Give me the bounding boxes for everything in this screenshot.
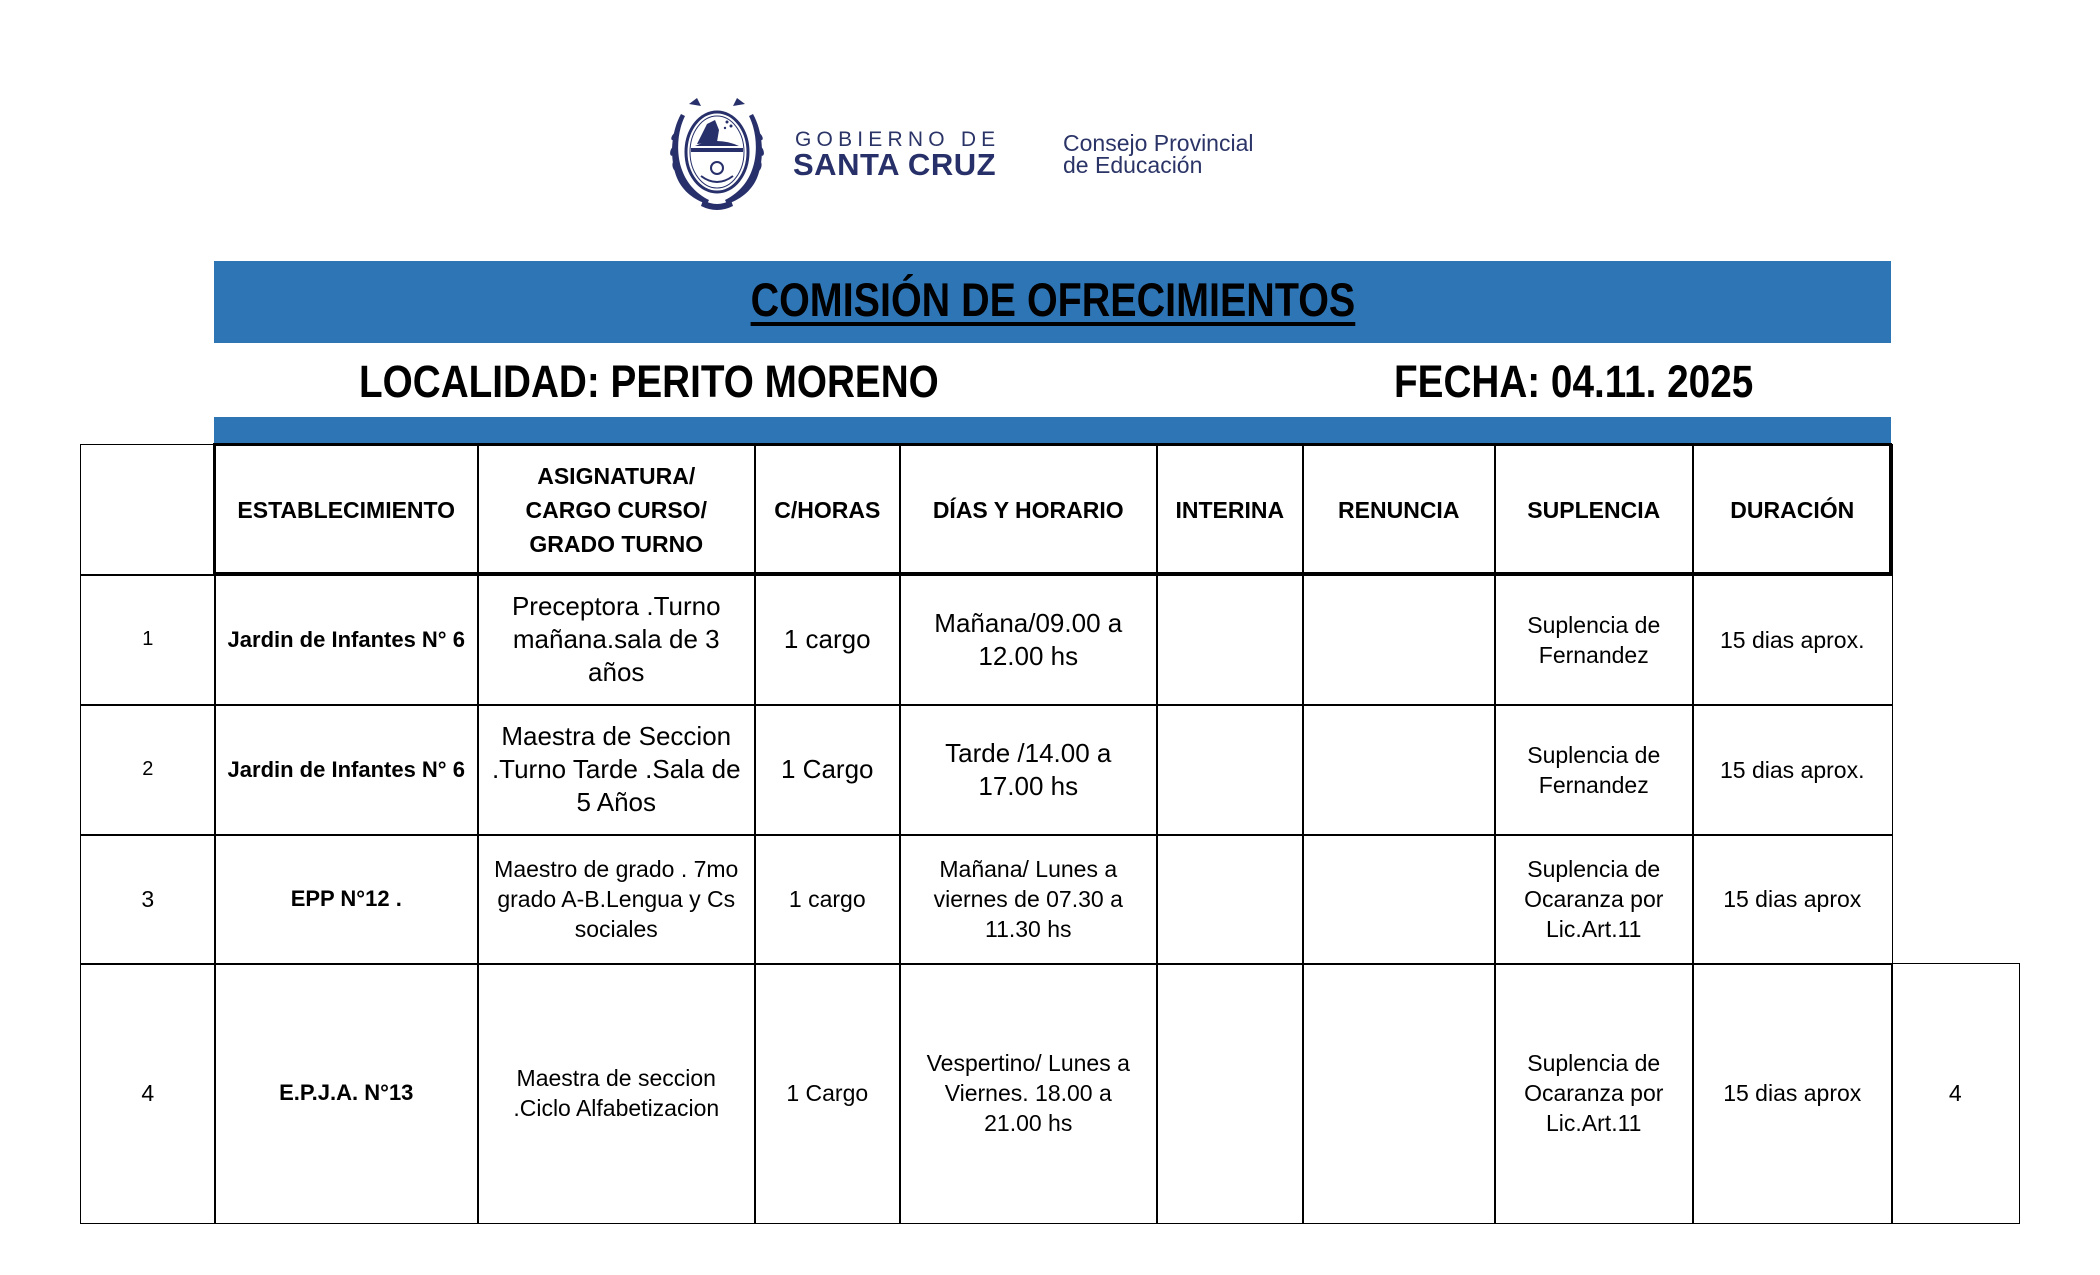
header-horas-text: C/HORAS bbox=[774, 496, 881, 523]
row-1-establecimiento-text: Jardin de Infantes N° 6 bbox=[227, 626, 465, 652]
row-1-number-text: 1 bbox=[142, 628, 154, 651]
header-asignatura-text: ASIGNATURA/ CARGO CURSO/ GRADO TURNO bbox=[525, 462, 707, 557]
header-establecimiento-text: ESTABLECIMIENTO bbox=[237, 496, 456, 523]
row-1-asignatura-text: Preceptora .Turno mañana.sala de 3 años bbox=[511, 591, 721, 688]
logo-government-line: GOBIERNO DE bbox=[795, 128, 1001, 151]
row-2-duracion bbox=[1692, 704, 1893, 836]
row-4-extra-text: 4 bbox=[1948, 1080, 1962, 1107]
row-3-horas-text: 1 cargo bbox=[788, 886, 866, 913]
row-4-number-text: 4 bbox=[141, 1079, 155, 1106]
council-name-line1: Consejo Provincial bbox=[1063, 130, 1254, 156]
row-3-horas bbox=[754, 834, 901, 965]
row-2-dias-horario-text: Tarde /14.00 a 17.00 hs bbox=[945, 737, 1112, 801]
row-3-establecimiento bbox=[214, 834, 479, 965]
row-1-establecimiento bbox=[214, 574, 479, 706]
row-4-horas-text: 1 Cargo bbox=[786, 1080, 869, 1107]
row-1-horas-text: 1 cargo bbox=[783, 624, 871, 655]
row-4-interina bbox=[1156, 963, 1304, 1224]
header-band bbox=[214, 417, 1891, 444]
row-2-dias-horario bbox=[899, 704, 1158, 836]
row-2-suplencia bbox=[1494, 704, 1694, 836]
header-interina-text: INTERINA bbox=[1175, 496, 1285, 523]
fecha-label: FECHA: 04.11. 2025 bbox=[1394, 356, 1754, 407]
page-title: COMISIÓN DE OFRECIMIENTOS bbox=[750, 273, 1355, 326]
row-3-asignatura-text: Maestro de grado . 7mo grado A-B.Lengua y Cs sociales bbox=[494, 856, 739, 943]
header-interina bbox=[1156, 444, 1304, 576]
row-4-dias-horario bbox=[899, 963, 1158, 1224]
row-1-suplencia-text: Suplencia de Fernandez bbox=[1527, 611, 1661, 668]
row-2-duracion-text: 15 dias aprox. bbox=[1720, 756, 1865, 783]
row-2-establecimiento-text: Jardin de Infantes N° 6 bbox=[227, 756, 465, 782]
row-4-suplencia-text: Suplencia de Ocaranza por Lic.Art.11 bbox=[1524, 1050, 1664, 1137]
row-3-number bbox=[80, 834, 216, 965]
row-4-establecimiento-text: E.P.J.A. N°13 bbox=[279, 1080, 414, 1106]
row-1-duracion-text: 15 dias aprox. bbox=[1720, 626, 1865, 653]
row-1-number bbox=[80, 574, 216, 706]
row-1-horas bbox=[754, 574, 901, 706]
header-dias-horario-text: DÍAS Y HORARIO bbox=[932, 496, 1124, 523]
row-3-duracion-text: 15 dias aprox bbox=[1723, 886, 1862, 913]
coat-of-arms-icon bbox=[667, 96, 767, 212]
row-2-horas bbox=[754, 704, 901, 836]
row-2-suplencia-text: Suplencia de Fernandez bbox=[1527, 741, 1661, 798]
row-4-establecimiento bbox=[214, 963, 479, 1224]
row-1-suplencia bbox=[1494, 574, 1694, 706]
header-renuncia-text: RENUNCIA bbox=[1338, 496, 1460, 523]
council-name-line2: de Educación bbox=[1063, 152, 1203, 178]
row-3-suplencia bbox=[1494, 834, 1694, 965]
row-4-dias-horario-text: Vespertino/ Lunes a Viernes. 18.00 a 21.00 hs bbox=[926, 1050, 1130, 1137]
row-1-interina bbox=[1156, 574, 1304, 706]
row-3-suplencia-text: Suplencia de Ocaranza por Lic.Art.11 bbox=[1524, 856, 1664, 943]
row-4-asignatura bbox=[477, 963, 756, 1224]
row-2-interina bbox=[1156, 704, 1304, 836]
header-horas bbox=[754, 444, 901, 576]
row-4-extra bbox=[1891, 963, 2020, 1224]
localidad-label: LOCALIDAD: PERITO MORENO bbox=[359, 356, 939, 407]
row-4-duracion-text: 15 dias aprox bbox=[1723, 1080, 1862, 1107]
header-duracion bbox=[1692, 444, 1893, 576]
row-2-number bbox=[80, 704, 216, 836]
row-1-dias-horario bbox=[899, 574, 1158, 706]
row-1-renuncia bbox=[1302, 574, 1496, 706]
row-3-duracion bbox=[1692, 834, 1893, 965]
page-title-wrapper bbox=[214, 272, 1891, 327]
header-suplencia-text: SUPLENCIA bbox=[1527, 496, 1661, 523]
row-4-horas bbox=[754, 963, 901, 1224]
header-establecimiento bbox=[214, 444, 479, 576]
row-4-suplencia bbox=[1494, 963, 1694, 1224]
header-suplencia bbox=[1494, 444, 1694, 576]
row-3-renuncia bbox=[1302, 834, 1496, 965]
row-3-establecimiento-text: EPP N°12 . bbox=[290, 886, 402, 912]
row-2-renuncia bbox=[1302, 704, 1496, 836]
row-2-number-text: 2 bbox=[142, 758, 154, 781]
logo-province-name: SANTA CRUZ bbox=[793, 147, 997, 182]
row-1-dias-horario-text: Mañana/09.00 a 12.00 hs bbox=[934, 607, 1123, 671]
row-3-dias-horario bbox=[899, 834, 1158, 965]
row-4-number bbox=[80, 963, 216, 1224]
row-2-asignatura bbox=[477, 704, 756, 836]
header-dias-horario bbox=[899, 444, 1158, 576]
row-2-horas-text: 1 Cargo bbox=[781, 754, 874, 785]
header-number bbox=[80, 444, 216, 576]
header-duracion-text: DURACIÓN bbox=[1730, 496, 1855, 523]
row-2-asignatura-text: Maestra de Seccion .Turno Tarde .Sala de 5 Años bbox=[491, 721, 741, 818]
row-4-duracion bbox=[1692, 963, 1893, 1224]
row-1-duracion bbox=[1692, 574, 1893, 706]
row-3-asignatura bbox=[477, 834, 756, 965]
row-2-establecimiento bbox=[214, 704, 479, 836]
row-4-asignatura-text: Maestra de seccion .Ciclo Alfabetizacion bbox=[513, 1065, 720, 1122]
header-renuncia bbox=[1302, 444, 1496, 576]
row-4-renuncia bbox=[1302, 963, 1496, 1224]
row-3-interina bbox=[1156, 834, 1304, 965]
row-3-dias-horario-text: Mañana/ Lunes a viernes de 07.30 a 11.30 hs bbox=[933, 856, 1123, 943]
row-3-number-text: 3 bbox=[141, 885, 155, 912]
header-asignatura bbox=[477, 444, 756, 576]
row-1-asignatura bbox=[477, 574, 756, 706]
